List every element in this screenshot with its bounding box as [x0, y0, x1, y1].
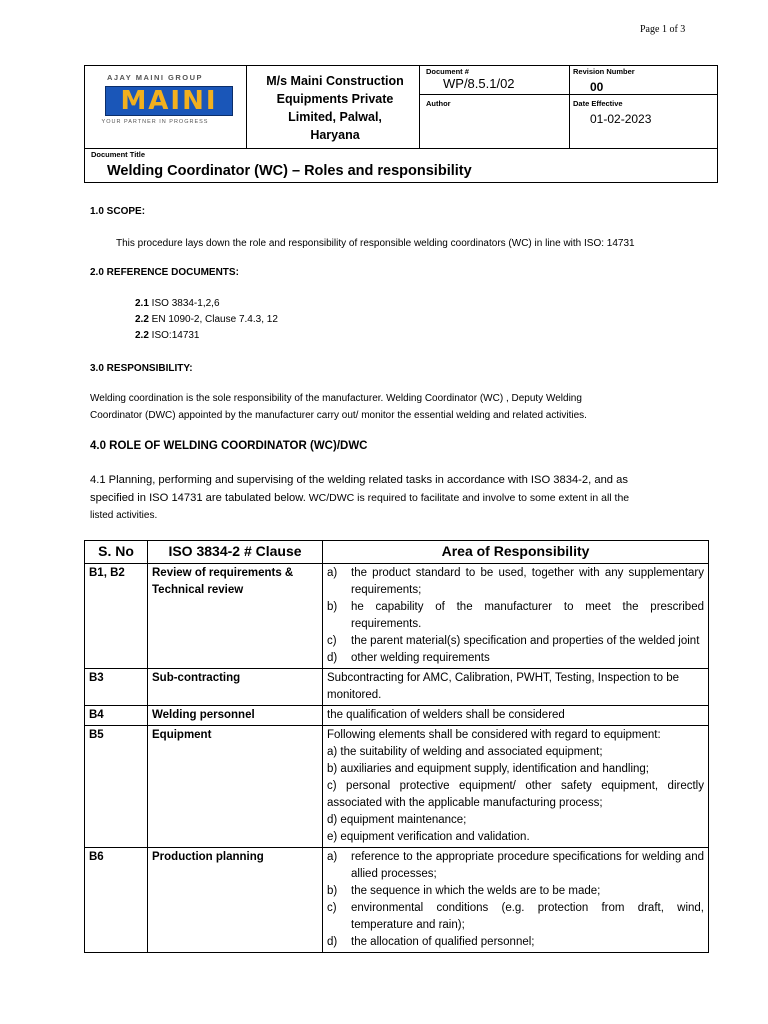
- divider: [419, 66, 420, 148]
- references-heading: 2.0 REFERENCE DOCUMENTS:: [90, 267, 239, 278]
- responsibility-heading: 3.0 RESPONSIBILITY:: [90, 363, 193, 374]
- clause-cell: Production planning: [148, 848, 323, 953]
- column-header: ISO 3834-2 # Clause: [148, 541, 323, 564]
- clause-cell: Equipment: [148, 726, 323, 848]
- reference-item: 2.1 ISO 3834-1,2,6: [135, 298, 220, 309]
- list-item: a) the suitability of welding and associated equipment;: [327, 746, 603, 758]
- list-item: d) other welding requirements: [327, 652, 490, 664]
- page-number: Page 1 of 3: [640, 24, 686, 35]
- list-item: c) the parent material(s) specification and properties of the welded joint: [327, 635, 700, 647]
- responsibility-cell: Subcontracting for AMC, Calibration, PWHT, Testing, Inspection to be monitored.: [323, 669, 709, 706]
- list-item: b) the sequence in which the welds are to be made;: [327, 885, 601, 897]
- sno-cell: B5: [85, 726, 148, 848]
- company-line: Haryana: [310, 128, 360, 142]
- reference-item: 2.2 EN 1090-2, Clause 7.4.3, 12: [135, 314, 278, 325]
- list-item: d) the allocation of qualified personnel;: [327, 936, 535, 948]
- responsibility-line: Coordinator (DWC) appointed by the manufacturer carry out/ monitor the essential welding and related activities.: [90, 410, 587, 421]
- list-item: c) personal protective equipment/ other safety equipment, directly associated with the applicable manufacturing process;: [327, 780, 704, 809]
- role-line: listed activities.: [90, 510, 158, 521]
- clause-cell: Review of requirements & Technical review: [148, 564, 323, 669]
- sno-cell: B1, B2: [85, 564, 148, 669]
- column-header: Area of Responsibility: [323, 541, 709, 564]
- sno-cell: B6: [85, 848, 148, 953]
- role-line: specified in ISO 14731 are tabulated below. WC/DWC is required to facilitate and involve to some extent in all the: [90, 492, 630, 504]
- divider: [419, 94, 717, 95]
- list-item: b) auxiliaries and equipment supply, identification and handling;: [327, 763, 649, 775]
- logo-group-text: AJAY MAINI GROUP: [106, 73, 204, 82]
- company-line: Limited, Palwal,: [288, 110, 382, 124]
- author-label: Author: [426, 99, 451, 108]
- document-number-label: Document #: [426, 67, 469, 76]
- document-title: Welding Coordinator (WC) – Roles and responsibility: [107, 163, 472, 179]
- clause-cell: Welding personnel: [148, 706, 323, 726]
- divider: [85, 148, 717, 149]
- document-number: WP/8.5.1/02: [443, 76, 515, 91]
- reference-item: 2.2 ISO:14731: [135, 330, 200, 341]
- table-row: [85, 706, 709, 726]
- divider: [569, 66, 570, 148]
- role-line: 4.1 Planning, performing and supervising of the welding related tasks in accordance with ISO 3834-2, and as: [90, 474, 628, 486]
- sno-cell: B3: [85, 669, 148, 706]
- table-row: [85, 726, 709, 848]
- list-item: c) environmental conditions (e.g. protection from draft, wind, temperature and rain);: [327, 902, 704, 931]
- scope-text: This procedure lays down the role and responsibility of responsible welding coordinators (WC) in line with ISO: 14731: [116, 238, 635, 249]
- revision-number: 00: [590, 80, 604, 94]
- clause-cell: Sub-contracting: [148, 669, 323, 706]
- date-effective: 01-02-2023: [590, 112, 652, 126]
- responsibility-cell: [323, 726, 709, 848]
- responsibility-cell: the qualification of welders shall be considered: [323, 706, 709, 726]
- responsibility-table: [84, 540, 709, 953]
- table-row: [85, 669, 709, 706]
- revision-label: Revision Number: [573, 67, 635, 76]
- responsibility-cell: [323, 848, 709, 953]
- logo-brand-box: [105, 86, 233, 116]
- document-header: [84, 65, 718, 183]
- sno-cell: B4: [85, 706, 148, 726]
- column-header: S. No: [85, 541, 148, 564]
- logo-tagline: YOUR PARTNER IN PROGRESS: [101, 119, 209, 125]
- responsibility-cell: [323, 564, 709, 669]
- table-row: [85, 564, 709, 669]
- scope-heading: 1.0 SCOPE:: [90, 206, 146, 217]
- company-line: Equipments Private: [276, 92, 394, 106]
- divider: [246, 66, 247, 148]
- company-logo: [91, 74, 241, 142]
- document-title-label: Document Title: [91, 150, 146, 159]
- company-line: M/s Maini Construction: [266, 74, 404, 88]
- list-item: Following elements shall be considered with regard to equipment:: [327, 729, 661, 741]
- table-header-row: [85, 541, 709, 564]
- table-row: [85, 848, 709, 953]
- list-item: d) equipment maintenance;: [327, 814, 467, 826]
- list-item: a) the product standard to be used, together with any supplementary requirements;: [327, 567, 704, 596]
- company-name: [257, 72, 413, 144]
- date-label: Date Effective: [573, 99, 623, 108]
- logo-brand-text: MAINI: [120, 86, 218, 116]
- list-item: a) reference to the appropriate procedure specifications for welding and allied processes;: [327, 851, 704, 880]
- role-heading: 4.0 ROLE OF WELDING COORDINATOR (WC)/DWC: [90, 440, 368, 452]
- responsibility-line: Welding coordination is the sole responsibility of the manufacturer. Welding Coordinator (WC) , Deputy Welding: [90, 393, 582, 404]
- list-item: e) equipment verification and validation.: [327, 831, 530, 843]
- list-item: b) he capability of the manufacturer to meet the prescribed requirements.: [327, 601, 704, 630]
